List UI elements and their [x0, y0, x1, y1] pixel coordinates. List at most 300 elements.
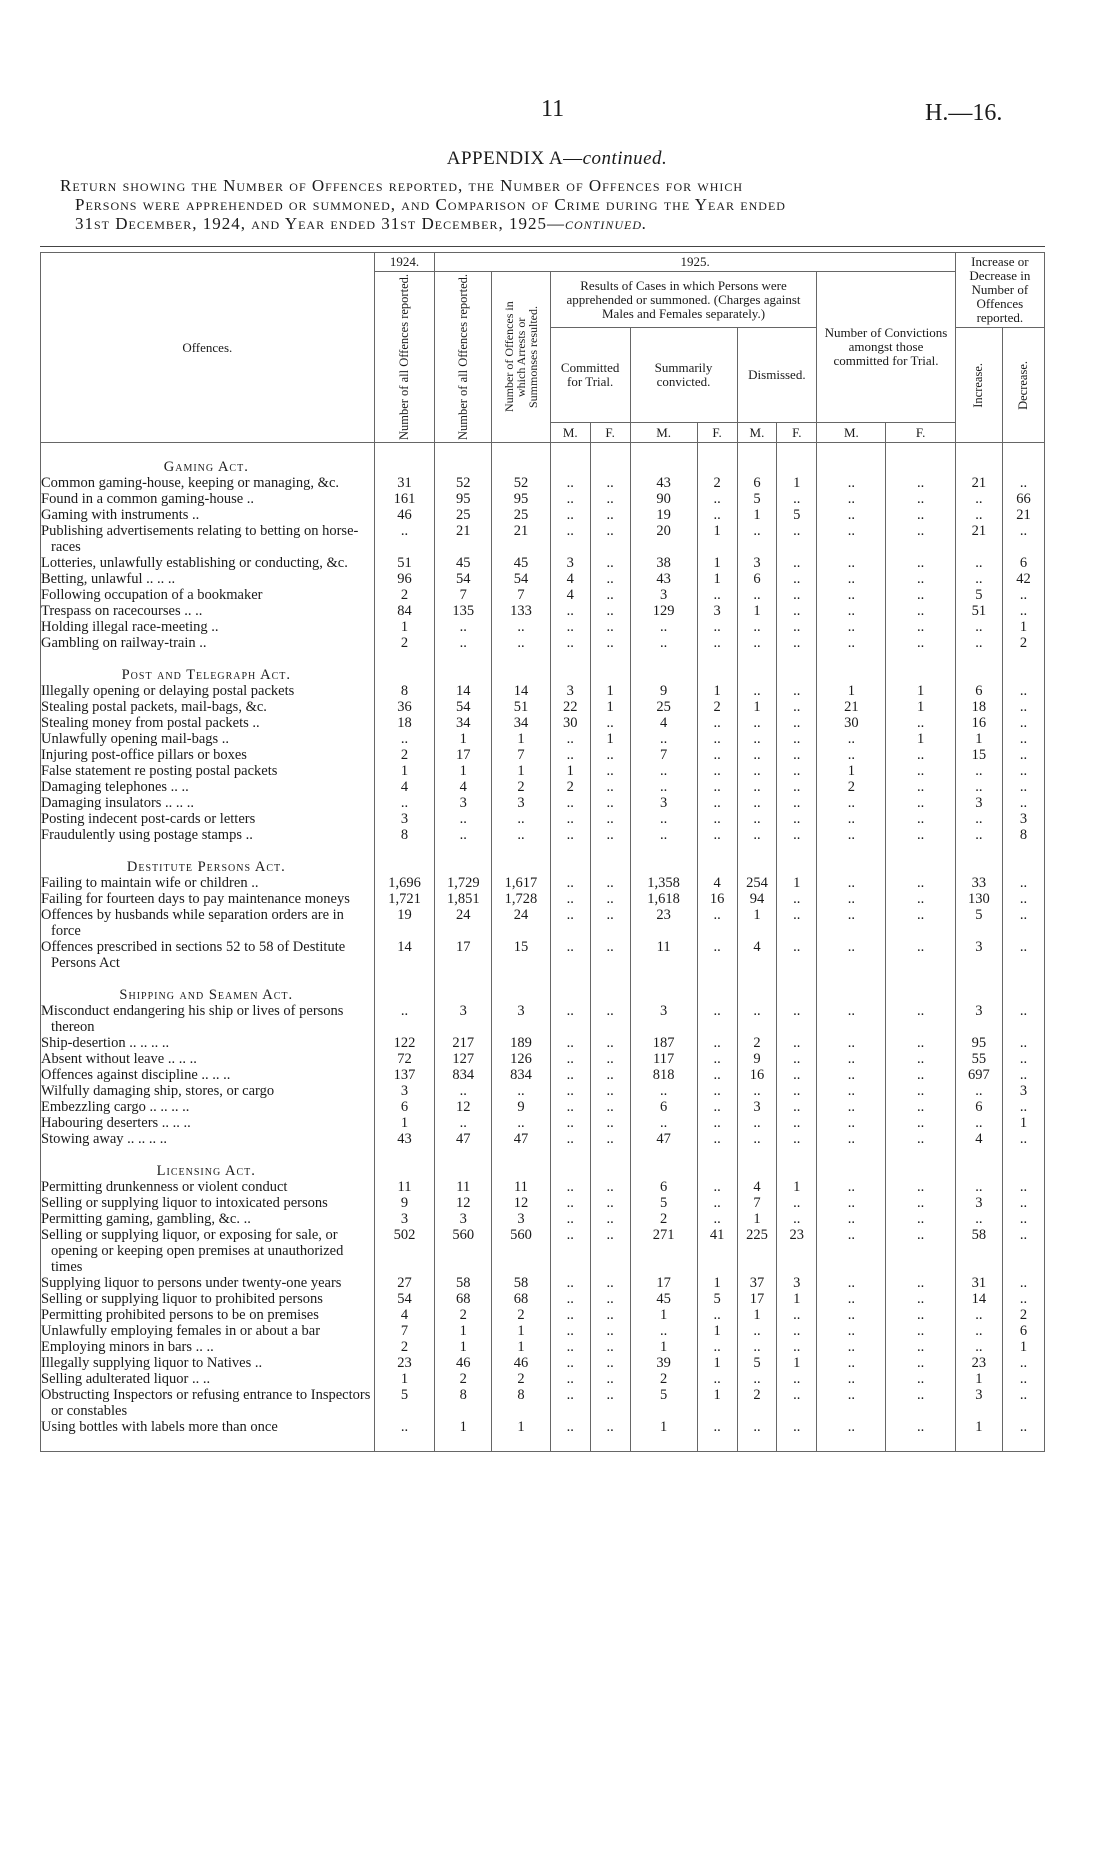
value-cell: 2 [550, 779, 590, 795]
value-cell: 90 [630, 491, 697, 507]
value-cell: 3 [374, 811, 435, 827]
offence-label: Obstructing Inspectors or refusing entrance to Inspectors or constables [41, 1387, 375, 1419]
table-row [41, 907, 1045, 939]
value-cell: 1 [435, 1339, 492, 1355]
value-cell: .. [955, 1211, 1002, 1227]
value-cell: 1 [697, 1275, 737, 1291]
offence-label: Employing minors in bars .. .. [41, 1339, 375, 1355]
value-cell: 1 [435, 763, 492, 779]
value-cell: 21 [955, 523, 1002, 555]
value-cell: .. [697, 635, 737, 651]
value-cell: .. [697, 811, 737, 827]
section-heading-row [41, 843, 1045, 875]
value-cell: 1,729 [435, 875, 492, 891]
value-cell: .. [955, 1083, 1002, 1099]
value-cell: .. [435, 1083, 492, 1099]
table-row [41, 523, 1045, 555]
value-cell: 5 [697, 1291, 737, 1307]
offence-label: Selling or supplying liquor to prohibited persons [41, 1291, 375, 1307]
value-cell: .. [590, 1419, 630, 1435]
value-cell: 1 [697, 1355, 737, 1371]
value-cell: 2 [492, 1307, 551, 1323]
value-cell: .. [817, 635, 886, 651]
value-cell: .. [590, 1083, 630, 1099]
value-cell: .. [550, 795, 590, 811]
value-cell: .. [817, 747, 886, 763]
value-cell: .. [737, 619, 777, 635]
value-cell: .. [590, 475, 630, 491]
empty-cell [737, 651, 777, 683]
value-cell: 5 [955, 907, 1002, 939]
value-cell: 1,721 [374, 891, 435, 907]
value-cell: .. [1002, 603, 1044, 619]
value-cell: 5 [737, 491, 777, 507]
value-cell: .. [374, 523, 435, 555]
value-cell: 34 [492, 715, 551, 731]
value-cell: .. [550, 491, 590, 507]
value-cell: .. [737, 763, 777, 779]
value-cell: 94 [737, 891, 777, 907]
value-cell: 45 [492, 555, 551, 571]
value-cell: 34 [435, 715, 492, 731]
offence-label: Embezzling cargo .. .. .. .. [41, 1099, 375, 1115]
value-cell: 37 [737, 1275, 777, 1291]
value-cell: 3 [374, 1211, 435, 1227]
value-cell: .. [1002, 763, 1044, 779]
value-cell: .. [817, 1227, 886, 1275]
value-cell: 39 [630, 1355, 697, 1371]
value-cell: .. [1002, 1067, 1044, 1083]
value-cell: .. [955, 1339, 1002, 1355]
value-cell: .. [955, 811, 1002, 827]
offence-label: Offences against discipline .. .. .. [41, 1067, 375, 1083]
value-cell: .. [886, 875, 955, 891]
offence-label: Gambling on railway-train .. [41, 635, 375, 651]
value-cell: 58 [955, 1227, 1002, 1275]
value-cell: 27 [374, 1275, 435, 1291]
value-cell: 11 [374, 1179, 435, 1195]
table-row [41, 1131, 1045, 1147]
table-row [41, 939, 1045, 971]
value-cell: 137 [374, 1067, 435, 1083]
value-cell: .. [550, 747, 590, 763]
empty-cell [817, 1147, 886, 1179]
value-cell: 2 [374, 635, 435, 651]
value-cell: 2 [817, 779, 886, 795]
value-cell: .. [737, 1371, 777, 1387]
value-cell: 1 [777, 1179, 817, 1195]
value-cell: 95 [435, 491, 492, 507]
empty-cell [777, 1147, 817, 1179]
value-cell: .. [550, 619, 590, 635]
value-cell: 3 [955, 1387, 1002, 1419]
table-row [41, 1211, 1045, 1227]
value-cell: 8 [374, 827, 435, 843]
offence-label: Lotteries, unlawfully establishing or conducting, &c. [41, 555, 375, 571]
value-cell: .. [886, 1067, 955, 1083]
value-cell: .. [886, 1227, 955, 1275]
empty-cell [374, 443, 435, 476]
value-cell: 58 [492, 1275, 551, 1291]
value-cell: 20 [630, 523, 697, 555]
value-cell: .. [817, 523, 886, 555]
value-cell: 502 [374, 1227, 435, 1275]
value-cell: .. [817, 1355, 886, 1371]
value-cell: .. [697, 1131, 737, 1147]
value-cell: 189 [492, 1035, 551, 1051]
value-cell: .. [817, 1035, 886, 1051]
empty-cell [630, 1147, 697, 1179]
value-cell: 66 [1002, 491, 1044, 507]
value-cell: .. [817, 731, 886, 747]
value-cell: .. [590, 827, 630, 843]
value-cell: 2 [374, 1339, 435, 1355]
value-cell: 4 [435, 779, 492, 795]
offence-label: False statement re posting postal packets [41, 763, 375, 779]
value-cell: 52 [492, 475, 551, 491]
value-cell: .. [550, 1227, 590, 1275]
value-cell: 95 [492, 491, 551, 507]
value-cell: .. [697, 779, 737, 795]
value-cell: .. [630, 779, 697, 795]
title-line-1: Return showing the Number of Offences reported, the Number of Offences for which [60, 176, 744, 195]
value-cell: 16 [737, 1067, 777, 1083]
empty-cell [1002, 1147, 1044, 1179]
value-cell: .. [1002, 1035, 1044, 1051]
page-number: 11 [541, 96, 565, 122]
header-f: F. [777, 423, 817, 443]
offence-label: Betting, unlawful .. .. .. [41, 571, 375, 587]
value-cell: 36 [374, 699, 435, 715]
value-cell: .. [550, 875, 590, 891]
value-cell: .. [1002, 523, 1044, 555]
empty-cell [777, 443, 817, 476]
empty-cell [374, 1147, 435, 1179]
value-cell: .. [590, 587, 630, 603]
value-cell: 31 [955, 1275, 1002, 1291]
value-cell: 58 [435, 1275, 492, 1291]
value-cell: .. [955, 1307, 1002, 1323]
value-cell: 4 [737, 1179, 777, 1195]
value-cell: .. [630, 763, 697, 779]
empty-cell [374, 1435, 435, 1452]
value-cell: .. [955, 1179, 1002, 1195]
value-cell: 30 [817, 715, 886, 731]
value-cell: 1 [777, 1291, 817, 1307]
value-cell: .. [1002, 939, 1044, 971]
value-cell: 1 [955, 1371, 1002, 1387]
empty-cell [1002, 443, 1044, 476]
empty-cell [492, 443, 551, 476]
value-cell: 8 [374, 683, 435, 699]
value-cell: .. [817, 875, 886, 891]
table-row [41, 555, 1045, 571]
value-cell: .. [777, 1387, 817, 1419]
value-cell: 2 [374, 747, 435, 763]
empty-cell [374, 651, 435, 683]
value-cell: 51 [374, 555, 435, 571]
offence-label: Gaming with instruments .. [41, 507, 375, 523]
value-cell: .. [817, 475, 886, 491]
value-cell: 117 [630, 1051, 697, 1067]
value-cell: 46 [435, 1355, 492, 1371]
empty-cell [697, 843, 737, 875]
value-cell: 1 [630, 1307, 697, 1323]
value-cell: 1 [817, 763, 886, 779]
value-cell: .. [550, 1339, 590, 1355]
header-m: M. [550, 423, 590, 443]
value-cell: 1 [492, 1419, 551, 1435]
value-cell: 1,617 [492, 875, 551, 891]
value-cell: .. [697, 907, 737, 939]
value-cell: .. [697, 1003, 737, 1035]
value-cell: .. [817, 619, 886, 635]
value-cell: 135 [435, 603, 492, 619]
value-cell: 1 [492, 763, 551, 779]
offence-label: Habouring deserters .. .. .. [41, 1115, 375, 1131]
table-row [41, 715, 1045, 731]
value-cell: 2 [737, 1035, 777, 1051]
value-cell: .. [590, 795, 630, 811]
value-cell: .. [590, 523, 630, 555]
empty-cell [1002, 651, 1044, 683]
value-cell: .. [886, 587, 955, 603]
value-cell: .. [1002, 1195, 1044, 1211]
table-row [41, 507, 1045, 523]
value-cell: 1 [630, 1339, 697, 1355]
value-cell: 3 [955, 1003, 1002, 1035]
value-cell: .. [886, 1419, 955, 1435]
value-cell: .. [955, 763, 1002, 779]
value-cell: .. [737, 1323, 777, 1339]
value-cell: .. [550, 1099, 590, 1115]
value-cell: 21 [1002, 507, 1044, 523]
empty-cell [737, 1147, 777, 1179]
offence-label: Illegally supplying liquor to Natives .. [41, 1355, 375, 1371]
value-cell: .. [955, 571, 1002, 587]
value-cell: .. [697, 491, 737, 507]
empty-cell [817, 1435, 886, 1452]
value-cell: 43 [630, 475, 697, 491]
value-cell: .. [697, 507, 737, 523]
empty-cell [737, 843, 777, 875]
empty-cell [817, 971, 886, 1003]
value-cell: 45 [630, 1291, 697, 1307]
value-cell: .. [435, 635, 492, 651]
value-cell: .. [886, 1003, 955, 1035]
value-cell: .. [590, 635, 630, 651]
value-cell: .. [737, 1003, 777, 1035]
value-cell: 12 [435, 1195, 492, 1211]
value-cell: 1 [492, 1339, 551, 1355]
value-cell: .. [1002, 699, 1044, 715]
value-cell: .. [590, 1211, 630, 1227]
empty-cell [777, 1435, 817, 1452]
value-cell: 23 [777, 1227, 817, 1275]
value-cell: 25 [435, 507, 492, 523]
empty-cell [777, 651, 817, 683]
value-cell: 3 [492, 1003, 551, 1035]
value-cell: .. [817, 1211, 886, 1227]
value-cell: .. [697, 763, 737, 779]
value-cell: 41 [697, 1227, 737, 1275]
value-cell: .. [737, 1115, 777, 1131]
empty-cell [697, 443, 737, 476]
value-cell: 4 [697, 875, 737, 891]
value-cell: .. [886, 491, 955, 507]
table-end-row [41, 1435, 1045, 1452]
value-cell: 4 [374, 1307, 435, 1323]
header-increase: Increase. [955, 328, 1002, 443]
value-cell: .. [590, 747, 630, 763]
value-cell: 15 [955, 747, 1002, 763]
value-cell: 14 [492, 683, 551, 699]
value-cell: .. [817, 1275, 886, 1291]
value-cell: .. [697, 715, 737, 731]
empty-cell [697, 971, 737, 1003]
value-cell: 21 [492, 523, 551, 555]
value-cell: 47 [492, 1131, 551, 1147]
table-title [60, 176, 1045, 233]
value-cell: 24 [435, 907, 492, 939]
value-cell: .. [777, 603, 817, 619]
value-cell: .. [590, 1387, 630, 1419]
offence-label: Unlawfully employing females in or about a bar [41, 1323, 375, 1339]
value-cell: .. [550, 1211, 590, 1227]
value-cell: 1 [697, 571, 737, 587]
value-cell: 1 [435, 731, 492, 747]
value-cell: 3 [630, 1003, 697, 1035]
value-cell: 6 [955, 683, 1002, 699]
empty-cell [630, 651, 697, 683]
value-cell: .. [550, 1291, 590, 1307]
value-cell: 96 [374, 571, 435, 587]
value-cell: .. [697, 1051, 737, 1067]
value-cell: .. [737, 635, 777, 651]
value-cell: .. [817, 827, 886, 843]
value-cell: 54 [374, 1291, 435, 1307]
value-cell: .. [550, 603, 590, 619]
value-cell: 2 [435, 1307, 492, 1323]
value-cell: .. [886, 715, 955, 731]
value-cell: .. [590, 811, 630, 827]
value-cell: .. [777, 1195, 817, 1211]
value-cell: .. [550, 1115, 590, 1131]
value-cell: 6 [630, 1099, 697, 1115]
value-cell: 1 [737, 603, 777, 619]
value-cell: .. [777, 1131, 817, 1147]
value-cell: 51 [955, 603, 1002, 619]
value-cell: .. [817, 939, 886, 971]
empty-cell [955, 443, 1002, 476]
value-cell: .. [886, 939, 955, 971]
value-cell: .. [886, 1115, 955, 1131]
value-cell: 3 [374, 1083, 435, 1099]
value-cell: .. [886, 779, 955, 795]
header-m: M. [630, 423, 697, 443]
value-cell: .. [777, 683, 817, 699]
value-cell: .. [886, 1307, 955, 1323]
value-cell: 19 [630, 507, 697, 523]
value-cell: 18 [955, 699, 1002, 715]
value-cell: .. [590, 603, 630, 619]
value-cell: .. [1002, 1179, 1044, 1195]
value-cell: .. [435, 827, 492, 843]
value-cell: .. [1002, 875, 1044, 891]
value-cell: .. [737, 1419, 777, 1435]
value-cell: .. [1002, 747, 1044, 763]
value-cell: 3 [550, 683, 590, 699]
value-cell: .. [777, 619, 817, 635]
value-cell: 7 [492, 587, 551, 603]
value-cell: .. [777, 811, 817, 827]
title-continued: continued. [564, 214, 648, 233]
offence-label: Wilfully damaging ship, stores, or cargo [41, 1083, 375, 1099]
value-cell: 4 [737, 939, 777, 971]
header-f: F. [590, 423, 630, 443]
title-line-3-text: 31st December, 1924, and Year ended 31st December, 1925— [75, 214, 565, 233]
value-cell: 1 [955, 1419, 1002, 1435]
header-committed: Committed for Trial. [550, 328, 630, 423]
offence-label: Permitting prohibited persons to be on premises [41, 1307, 375, 1323]
value-cell: .. [630, 1083, 697, 1099]
value-cell: 129 [630, 603, 697, 619]
empty-cell [550, 1435, 590, 1452]
empty-cell [955, 1435, 1002, 1452]
value-cell: .. [886, 1387, 955, 1419]
value-cell: 560 [435, 1227, 492, 1275]
value-cell: .. [886, 811, 955, 827]
value-cell: 1 [550, 763, 590, 779]
value-cell: 834 [435, 1067, 492, 1083]
value-cell: 1,728 [492, 891, 551, 907]
value-cell: 1 [737, 699, 777, 715]
value-cell: .. [590, 1195, 630, 1211]
empty-cell [590, 1147, 630, 1179]
value-cell: .. [886, 475, 955, 491]
offence-label: Failing to maintain wife or children .. [41, 875, 375, 891]
value-cell: 3 [630, 795, 697, 811]
value-cell: .. [737, 1083, 777, 1099]
value-cell: .. [777, 1083, 817, 1099]
value-cell: .. [550, 1003, 590, 1035]
table-row [41, 1099, 1045, 1115]
value-cell: 271 [630, 1227, 697, 1275]
table-row [41, 795, 1045, 811]
value-cell: .. [550, 891, 590, 907]
value-cell: 19 [374, 907, 435, 939]
value-cell: 6 [1002, 555, 1044, 571]
value-cell: .. [817, 795, 886, 811]
value-cell: .. [817, 587, 886, 603]
empty-cell [435, 443, 492, 476]
empty-cell [550, 843, 590, 875]
offence-label: Selling or supplying liquor, or exposing for sale, or opening or keeping open premises at unauthorized times [41, 1227, 375, 1275]
value-cell: 1 [590, 731, 630, 747]
empty-cell [630, 843, 697, 875]
value-cell: .. [697, 795, 737, 811]
value-cell: 130 [955, 891, 1002, 907]
empty-cell [435, 843, 492, 875]
table-row [41, 1115, 1045, 1131]
offence-label: Ship-desertion .. .. .. .. [41, 1035, 375, 1051]
value-cell: 1 [697, 1323, 737, 1339]
value-cell: .. [817, 1307, 886, 1323]
value-cell: 1 [697, 555, 737, 571]
value-cell: .. [777, 635, 817, 651]
table-row [41, 763, 1045, 779]
value-cell: .. [1002, 1387, 1044, 1419]
